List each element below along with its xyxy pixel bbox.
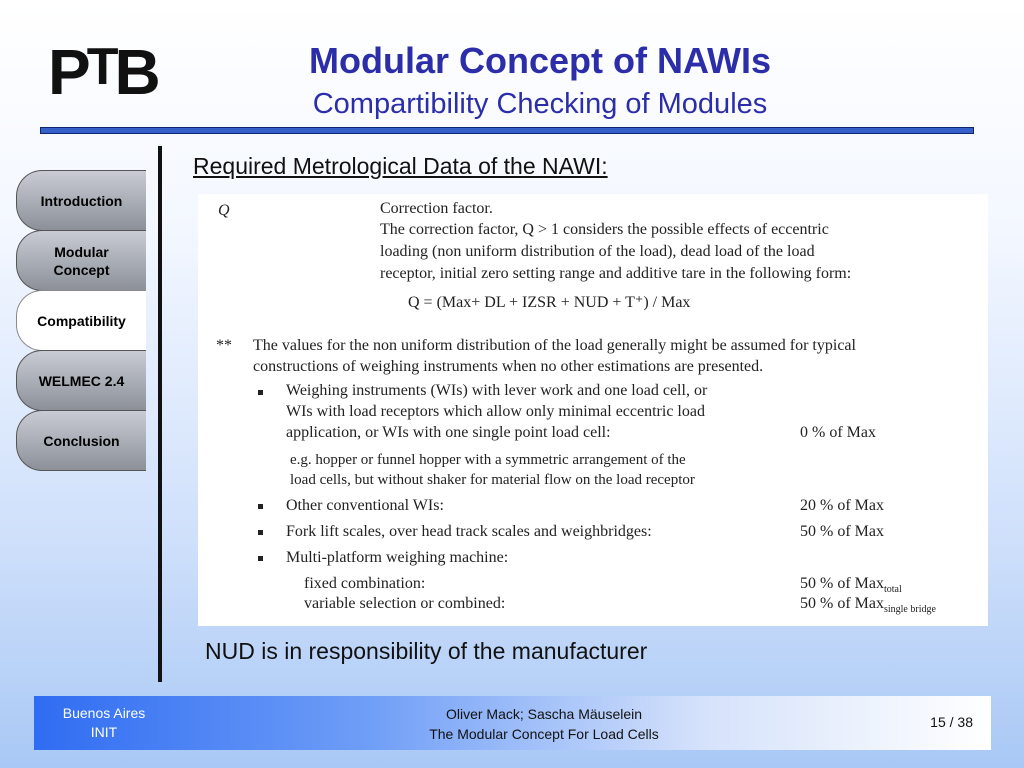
nav-item-welmec[interactable]: WELMEC 2.4 (16, 350, 146, 411)
bullet-text: WIs with load receptors which allow only minimal eccentric load (286, 403, 705, 420)
footer-authors: Oliver Mack; Sascha Mäuselein (445, 706, 643, 722)
footer-org: INIT (90, 724, 118, 740)
section-heading: Required Metrological Data of the NAWI: (193, 153, 608, 179)
ptb-logo: PTB (48, 36, 157, 108)
bullet-icon (258, 556, 263, 561)
bullet-icon (258, 390, 263, 395)
sub-item-label: variable selection or combined: (304, 595, 506, 612)
bullet-value: 20 % of Max (800, 497, 884, 514)
q-desc-line: The correction factor, Q > 1 considers the possible effects of eccentric (380, 221, 829, 238)
page-subtitle: Compartibility Checking of Modules (312, 88, 768, 120)
footer-city: Buenos Aires (62, 705, 146, 721)
bullet-text: application, or WIs with one single point load cell: (286, 424, 611, 441)
bullet-text: Multi-platform weighing machine: (286, 549, 509, 566)
manufacturer-note: NUD is in responsibility of the manufacturer (205, 638, 648, 664)
notes-marker: ** (216, 337, 232, 354)
footer-info (364, 704, 724, 744)
footer-bar (34, 696, 991, 750)
example-text: load cells, but without shaker for material flow on the load receptor (290, 472, 695, 488)
page-title: Modular Concept of NAWIs (309, 40, 771, 81)
bullet-text: Weighing instruments (WIs) with lever work and one load cell, or (286, 382, 708, 399)
q-desc-line: loading (non uniform distribution of the load), dead load of the load (380, 243, 815, 260)
bullet-text: Fork lift scales, over head track scales and weighbridges: (286, 523, 652, 540)
sub-item-label: fixed combination: (304, 575, 426, 592)
q-symbol: Q (218, 202, 230, 219)
title-divider (40, 127, 974, 134)
bullet-value: 50 % of Max (800, 523, 884, 540)
q-desc-line: receptor, initial zero setting range and additive tare in the following form: (380, 265, 852, 282)
bullet-text: Other conventional WIs: (286, 497, 444, 514)
sub-item-value: 50 % of Max$_{single bridge}$ (800, 595, 936, 616)
nav-item-introduction[interactable]: Introduction (16, 170, 146, 231)
q-title: Correction factor. (380, 200, 493, 217)
bullet-value: 0 % of Max (800, 424, 876, 441)
bullet-icon (258, 530, 263, 535)
notes-intro-line: The values for the non uniform distribution of the load generally might be assumed for typical (253, 337, 856, 354)
footer-location (34, 704, 174, 742)
q-formula: Q = (Max+ DL + IZSR + NUD + T⁺) / Max (408, 294, 691, 311)
notes-intro-line: constructions of weighing instruments when no other estimations are presented. (253, 358, 764, 375)
footer-talk-title: The Modular Concept For Load Cells (429, 726, 659, 742)
nav-item-modular-concept[interactable]: Modular Concept (16, 230, 146, 291)
nav-item-conclusion[interactable]: Conclusion (16, 410, 146, 471)
example-text: e.g. hopper or funnel hopper with a symmetric arrangement of the (290, 452, 686, 468)
metrological-data-excerpt (198, 194, 988, 626)
bullet-icon (258, 504, 263, 509)
nav-item-compatibility[interactable]: Compatibility (16, 290, 146, 351)
page-number: 15 / 38 (930, 714, 973, 730)
vertical-divider (158, 146, 162, 682)
sub-item-value: 50 % of Max$_{total}$ (800, 575, 902, 596)
